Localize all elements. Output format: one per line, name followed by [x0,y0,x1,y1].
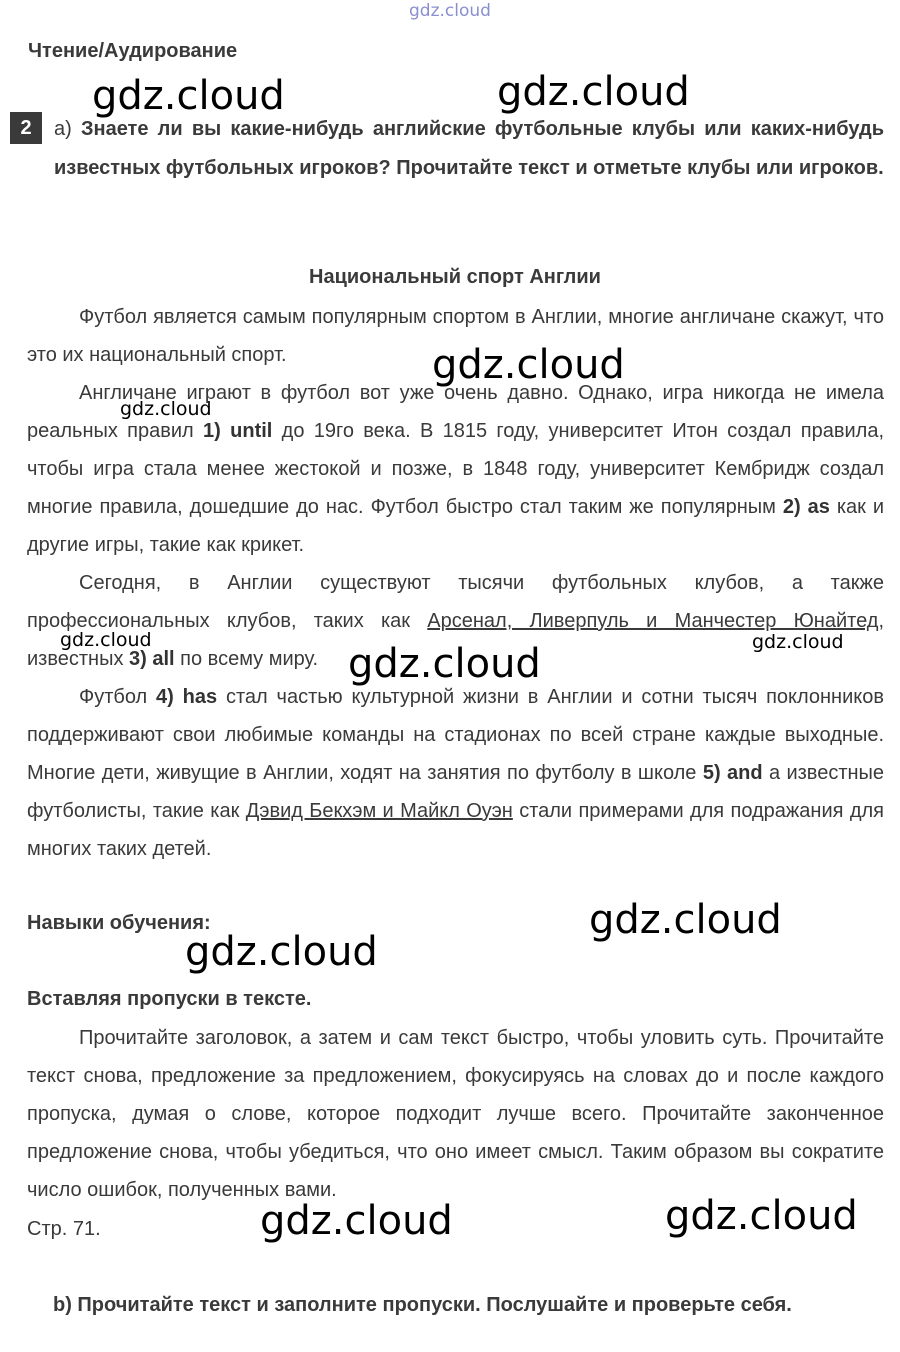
watermark: gdz.cloud [497,69,690,115]
skills-heading: Навыки обучения: [27,912,211,934]
task-a-text: Знаете ли вы какие-нибудь английские футбольные клубы или каких-нибудь известных футбольных игроков? Прочитайте текст и отметьте клубы или игроков. [54,118,884,179]
watermark: gdz.cloud [185,929,378,975]
paragraph-2-text-b: до 19го века. В 1815 году, университет Итон создал правила, чтобы игра стала менее жестокой и позже, в 1848 году, университет Кембридж создал многие правила, дошедшие до нас. Футбол быстро стал таким же популярным [27,420,885,518]
paragraph-2-text-a: Англичане играют в футбол вот уже очень давно. Однако, игра никогда не имела реальных правил [27,382,884,442]
skills-subheading: Вставляя пропуски в тексте. [27,988,312,1010]
text-title: Национальный спорт Англии [309,266,601,288]
watermark-small: gdz.cloud [120,398,212,420]
skills-body-text: Прочитайте заголовок, а затем и сам текст быстро, чтобы уловить суть. Прочитайте текст снова, предложение за предложением, фокусируясь на словах до и после каждого пропуска, думая о слове, которое подходит лучше всего. Прочитайте законченное предложение снова, чтобы убедиться, что оно имеет смысл. Таким образом вы сократите число ошибок, полученных вами. [27,1027,884,1201]
section-title: Чтение/Аудирование [28,40,238,62]
watermark-small: gdz.cloud [60,629,152,651]
paragraph-3-text-b: , известных [27,610,884,670]
task-a [54,110,884,188]
watermark: gdz.cloud [260,1198,453,1244]
skills-body [27,1019,884,1209]
watermark: gdz.cloud [432,342,625,388]
top-watermark: gdz.cloud [409,1,491,21]
paragraph-4 [27,678,884,868]
watermark: gdz.cloud [348,641,541,687]
paragraph-4-text-b: стал частью культурной жизни в Англии и сотни тысяч поклонников поддерживают свои любимые команды на стадионах по всей стране каждые выходные. Многие дети, живущие в Англии, ходят на занятия по футболу в школе [27,686,884,784]
gap-answer-3: 3) all [129,648,175,670]
paragraph-2-text-c: как и другие игры, такие как крикет. [27,496,885,556]
paragraph-4-text-c: а известные футболисты, такие как [27,762,885,822]
paragraph-3-text-c: по всему миру. [180,648,319,670]
exercise-number-badge: 2 [10,112,42,144]
gap-answer-1: 1) until [203,420,273,442]
gap-answer-5: 5) and [702,762,763,784]
players-underlined: Дэвид Бекхэм и Майкл Оуэн [245,800,513,822]
gap-answer-2: 2) as [782,496,830,518]
paragraph-3-text-a: Сегодня, в Англии существуют тысячи футбольных клубов, а также профессиональных клубов, таких как [27,572,884,632]
watermark: gdz.cloud [589,897,782,943]
gap-answer-4: 4) has [156,686,218,708]
page-reference: Стр. 71. [27,1218,101,1240]
watermark: gdz.cloud [92,73,285,119]
paragraph-4-text-a: Футбол [79,686,148,708]
watermark: gdz.cloud [665,1193,858,1239]
clubs-underlined: Арсенал, Ливерпуль и Манчестер Юнайтед [427,610,879,632]
watermark-small: gdz.cloud [752,631,844,653]
task-b: b) Прочитайте текст и заполните пропуски. Послушайте и проверьте себя. [53,1294,792,1316]
task-a-prefix: a) [54,118,72,140]
paragraph-4-text-d: стали примерами для подражания для многих таких детей. [27,800,884,860]
paragraph-1-text: Футбол является самым популярным спортом в Англии, многие англичане скажут, что это их национальный спорт. [27,306,884,366]
